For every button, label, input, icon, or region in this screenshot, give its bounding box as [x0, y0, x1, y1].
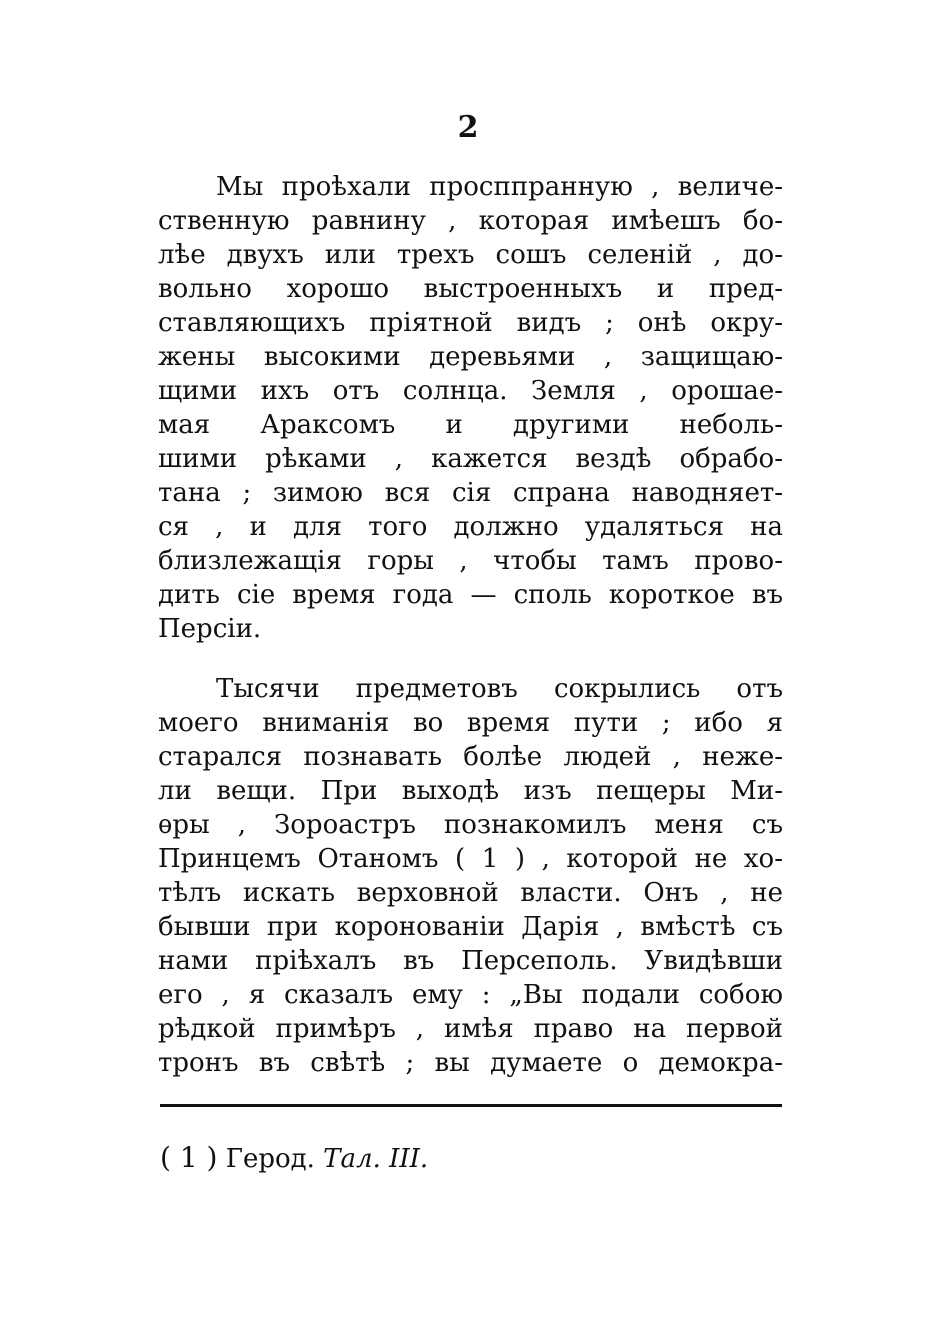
paragraph-1 [158, 170, 783, 646]
text-line: бывши при коронованіи Дарія , вмѣстѣ съ [158, 912, 783, 942]
footnote-source: Тал. III. [323, 1144, 429, 1174]
text-line: щими ихъ отъ солнца. Земля , орошае- [158, 376, 783, 406]
text-line: ставляющихъ пріятной видъ ; онѣ окру- [158, 308, 783, 338]
footnote-text: Герод. [225, 1144, 315, 1174]
text-line: Принцемъ Отаномъ ( 1 ) , которой не хо- [158, 844, 783, 874]
text-line: тѣлъ искать верховной власти. Онъ , не [158, 878, 783, 908]
text-line: мая Араксомъ и другими неболь- [158, 410, 783, 440]
text-line: Тысячи предметовъ сокрылись отъ [216, 674, 783, 704]
text-line: шими рѣками , кажется вездѣ обрабо- [158, 444, 783, 474]
text-line: жены высокими деревьями , защищаю- [158, 342, 783, 372]
text-line: моего вниманія во время пути ; ибо я [158, 708, 783, 738]
text-line: ся , и для того должно удаляться на [158, 512, 783, 542]
text-line: ѳры , Зороастръ познакомилъ меня съ [158, 810, 783, 840]
footnote-divider [160, 1104, 782, 1107]
text-line: его , я сказалъ ему : „Вы подали собою [158, 980, 783, 1010]
text-line: Мы проѣхали просппранную , величе- [216, 172, 783, 202]
text-line: ственную равнину , которая имѣешъ бо- [158, 206, 783, 236]
text-line: рѣдкой примѣръ , имѣя право на первой [158, 1014, 783, 1044]
text-line: дить сіе время года — споль короткое въ [158, 580, 783, 610]
text-line: лѣе двухъ или трехъ сошъ селеній , до- [158, 240, 783, 270]
footnote [160, 1138, 428, 1179]
text-line: вольно хорошо выстроенныхъ и пред- [158, 274, 783, 304]
text-line: старался познавать болѣе людей , неже- [158, 742, 783, 772]
paragraph-2 [158, 672, 783, 1080]
text-line: нами пріѣхалъ въ Персеполь. Увидѣвши [158, 946, 783, 976]
text-line: тана ; зимою вся сія спрана наводняет- [158, 478, 783, 508]
text-line: тронъ въ свѣтѣ ; вы думаете о демокра- [158, 1048, 783, 1078]
text-line: Персіи. [158, 614, 262, 644]
text-line: ли вещи. При выходѣ изъ пещеры Ми- [158, 776, 783, 806]
page-number: 2 [457, 110, 479, 145]
footnote-marker: ( 1 ) [160, 1141, 218, 1174]
text-line: близлежащія горы , чтобы тамъ прово- [158, 546, 783, 576]
